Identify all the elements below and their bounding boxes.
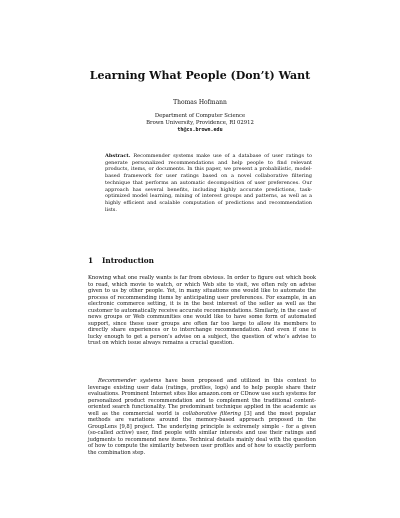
abstract-text: Recommender systems make use of a database of user ratings to generate personalized recommendations and help people to find relevant products, items, or documents. In this paper, we present a probabilistic, model-based framework for user ratings based on a novel collaborative filtering technique that performs an automatic decomposition of user preferences. Our approach has several benefits, including highly accurate predictions, task-optimized model learning, mining of interest groups and patterns, as well as a highly efficient and scalable computation of predictions and recommendation lists.	[105, 153, 313, 213]
paragraph-2-part-a: have been proposed and utilized in this context to leverage existing user data (ratings, profiles, logs) and to help people share their evaluations. Prominent Internet sites like amazon.com or CDnow use such systems for personalized product recommendation and to complement the traditional content-oriented search functionality. The predominant technique applied in the academic as well as the commercial world is	[88, 378, 316, 417]
author-affiliation	[0, 113, 400, 134]
term-collaborative-filtering: collaborative filtering	[182, 410, 242, 417]
intro-paragraph-1: Knowing what one really wants is far from obvious. In order to figure out which book to read, which movie to watch, or which Web site to visit, we often rely on advise given to us by other people. Yet, in many situations one would like to automate the process of recommending items by anticipating user preferences. For example, in an electronic commerce setting, it is in the best interest of the seller as well as the customer to automatically receive accurate recommendations. Similarly, in the case of news groups or Web communities one would like to have some form of automated support, since these user groups are often far too large to allow its members to directly share experiences or to interchange recommendation. And even if one is lucky enough to get a person’s advise on a subject, the question of who’s advise to trust on which issue always remains a crucial question.	[88, 275, 316, 347]
paper-title: Learning What People (Don’t) Want	[89, 69, 311, 82]
author-name: Thomas Hofmann	[173, 99, 227, 106]
university: Brown University, Providence, RI 02912	[146, 120, 254, 126]
abstract	[105, 153, 312, 213]
section-heading	[88, 256, 154, 265]
paragraph-2-part-c: ) user, find people with similar interests and use their ratings and judgments to recommend new items. Technical details mainly deal with the question of how to compute the similarity between user profiles and of how to exactly perform the combination step.	[88, 430, 316, 457]
term-recommender-systems: Recommender systems	[98, 378, 162, 384]
term-active: active	[115, 430, 132, 437]
abstract-label: Abstract.	[105, 153, 131, 159]
section-title: Introduction	[102, 256, 154, 265]
author-email: th@cs.brown.edu	[177, 127, 223, 133]
section-number: 1	[88, 256, 94, 265]
department: Department of Computer Science	[154, 113, 246, 119]
paragraph-2-part-b: [3] and the most popular methods are variations around the memory-based approach proposed in the GroupLens [9,8] project. The underlying principle is extremely simple - for a given (so-called	[88, 410, 316, 437]
intro-paragraph-2	[88, 378, 316, 457]
